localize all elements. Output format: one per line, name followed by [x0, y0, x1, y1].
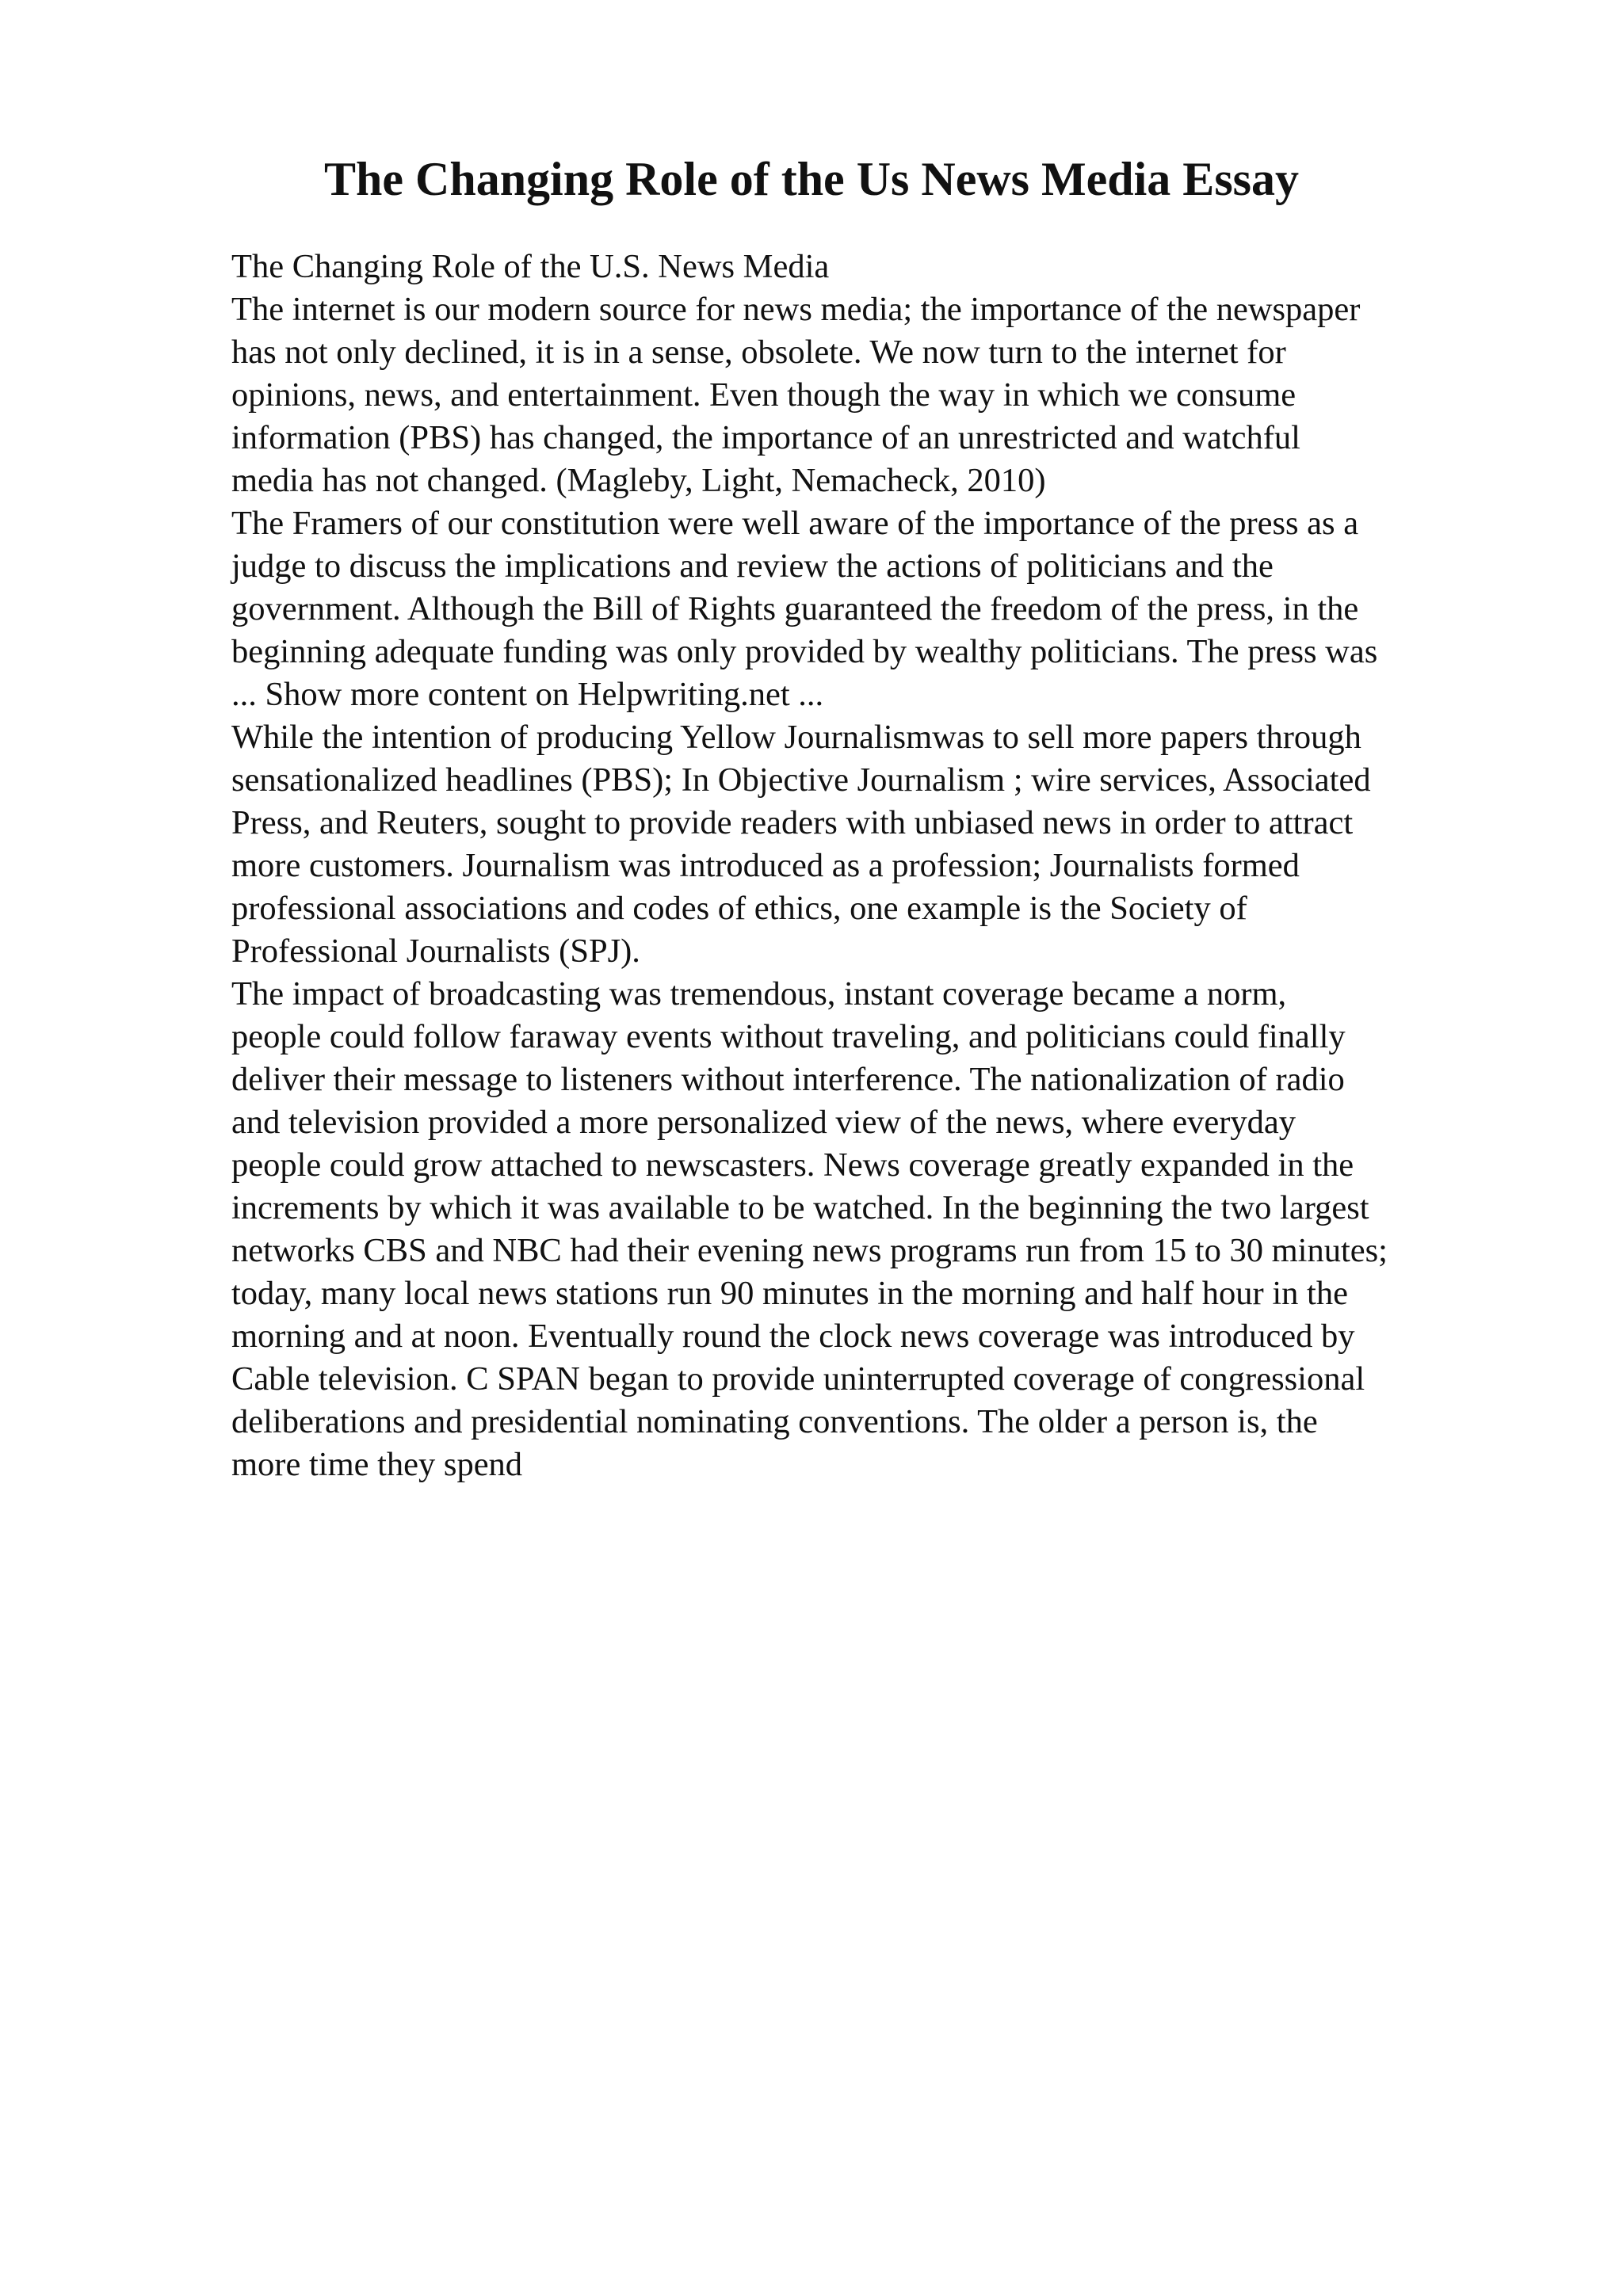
show-more-link[interactable]: ... Show more content on Helpwriting.net ... — [231, 676, 824, 713]
body-line: The internet is our modern source for news media; the importance of the newspaper — [231, 291, 1361, 328]
body-line: and television provided a more personalized view of the news, where everyday — [231, 1104, 1296, 1141]
body-line: networks CBS and NBC had their evening news programs run from 15 to 30 minutes; — [231, 1232, 1388, 1269]
document-title: The Changing Role of the Us News Media Essay — [323, 153, 1300, 205]
body-line: people could grow attached to newscasters. News coverage greatly expanded in the — [231, 1146, 1354, 1184]
body-line: Press, and Reuters, sought to provide readers with unbiased news in order to attract — [231, 804, 1354, 841]
body-line: deliver their message to listeners without interference. The nationalization of radio — [231, 1061, 1345, 1098]
body-line: government. Although the Bill of Rights guaranteed the freedom of the press, in the — [231, 590, 1359, 627]
body-line: increments by which it was available to be watched. In the beginning the two largest — [231, 1189, 1369, 1226]
body-line: professional associations and codes of ethics, one example is the Society of — [231, 890, 1247, 927]
body-line: The Changing Role of the U.S. News Media — [231, 248, 830, 285]
body-line: judge to discuss the implications and review the actions of politicians and the — [231, 547, 1274, 585]
body-line: opinions, news, and entertainment. Even though the way in which we consume — [231, 376, 1296, 414]
body-line: deliberations and presidential nominating conventions. The older a person is, the — [231, 1403, 1318, 1440]
body-line: The impact of broadcasting was tremendous, instant coverage became a norm, — [231, 975, 1287, 1013]
body-line: The Framers of our constitution were well aware of the importance of the press as a — [231, 505, 1359, 542]
body-line: morning and at noon. Eventually round the clock news coverage was introduced by — [231, 1318, 1355, 1355]
body-line: beginning adequate funding was only provided by wealthy politicians. The press was — [231, 633, 1378, 670]
body-line: media has not changed. (Magleby, Light, Nemacheck, 2010) — [231, 462, 1046, 499]
body-line: Professional Journalists (SPJ). — [231, 933, 640, 970]
body-line: today, many local news stations run 90 minutes in the morning and half hour in the — [231, 1275, 1348, 1312]
body-line: more time they spend — [231, 1446, 523, 1483]
body-line: information (PBS) has changed, the importance of an unrestricted and watchful — [231, 419, 1300, 456]
body-line: While the intention of producing Yellow Journalismwas to sell more papers through — [231, 719, 1361, 756]
body-line: Cable television. C SPAN began to provide uninterrupted coverage of congressional — [231, 1360, 1365, 1398]
body-line: more customers. Journalism was introduced as a profession; Journalists formed — [231, 847, 1300, 884]
body-line: sensationalized headlines (PBS); In Objective Journalism ; wire services, Associated — [231, 761, 1371, 799]
body-line: has not only declined, it is in a sense, obsolete. We now turn to the internet for — [231, 334, 1286, 371]
body-line: people could follow faraway events without traveling, and politicians could finally — [231, 1018, 1346, 1055]
document-body — [231, 246, 1515, 1486]
